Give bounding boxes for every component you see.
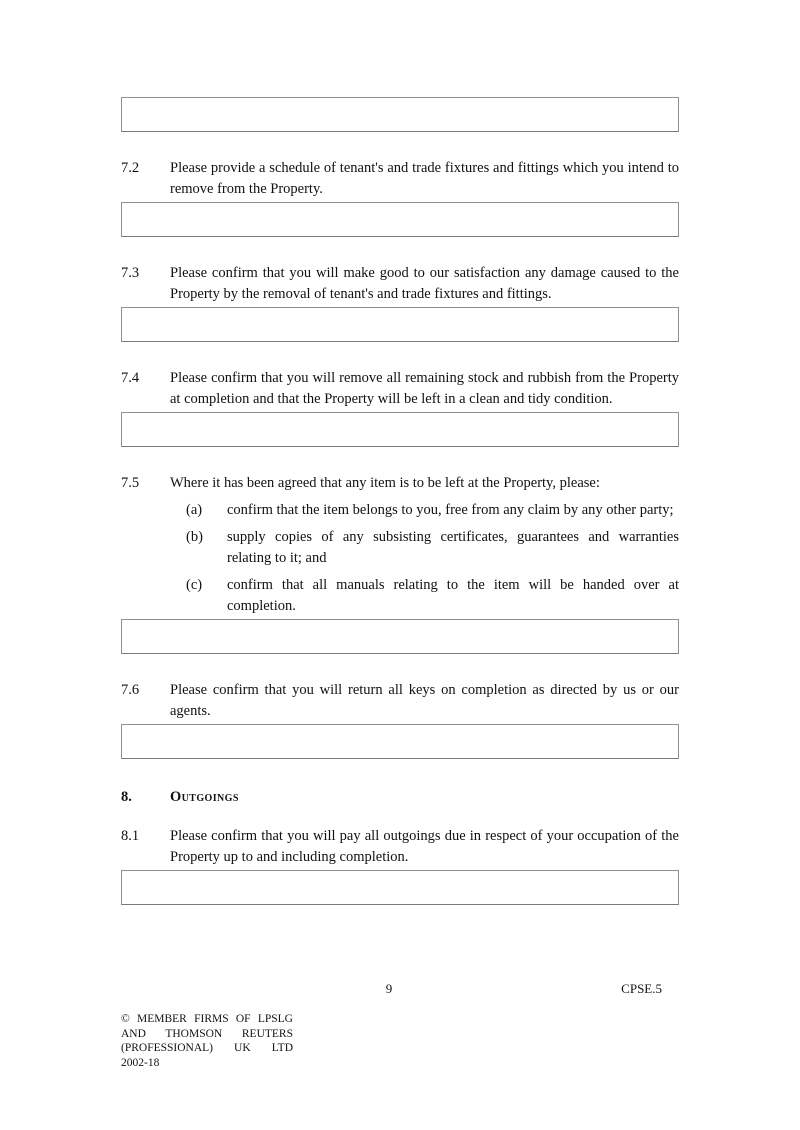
question-text: Please confirm that you will return all keys on completion as directed by us or our agents. bbox=[170, 682, 679, 719]
answer-box[interactable] bbox=[121, 412, 679, 447]
page-number: 9 bbox=[385, 981, 393, 996]
copyright-notice bbox=[121, 1012, 293, 1070]
question-text: Please confirm that you will remove all remaining stock and rubbish from the Property at completion and that the Property will be left in a clean and tidy condition. bbox=[170, 370, 679, 407]
question-number: 8.1 bbox=[121, 828, 140, 844]
question-block bbox=[121, 263, 679, 305]
question-number: 7.3 bbox=[121, 265, 140, 281]
copyright-line: 2002-18 bbox=[121, 1056, 160, 1069]
answer-box[interactable] bbox=[121, 97, 679, 132]
subitem-label: (a) bbox=[186, 502, 203, 518]
section-heading bbox=[121, 787, 679, 808]
answer-box[interactable] bbox=[121, 202, 679, 237]
answer-box[interactable] bbox=[121, 619, 679, 654]
copyright-line: AND THOMSON REUTERS bbox=[121, 1027, 293, 1040]
question-text: Please provide a schedule of tenant's and trade fixtures and fittings which you intend to remove from the Property. bbox=[170, 160, 679, 197]
question-text: Please confirm that you will make good to our satisfaction any damage caused to the Property by the removal of tenant's and trade fixtures and fittings. bbox=[170, 265, 679, 302]
copyright-line: © MEMBER FIRMS OF LPSLG bbox=[121, 1013, 293, 1025]
document-reference: CPSE.5 bbox=[621, 981, 662, 996]
copyright-line: (PROFESSIONAL) UK LTD bbox=[121, 1042, 293, 1054]
question-block bbox=[121, 680, 679, 722]
question-text: Where it has been agreed that any item is to be left at the Property, please: bbox=[170, 475, 600, 491]
subitem-text: supply copies of any subsisting certificates, guarantees and warranties relating to it; and bbox=[227, 529, 679, 566]
question-body bbox=[170, 158, 679, 200]
section-title: Outgoings bbox=[170, 789, 239, 805]
section-number: 8. bbox=[121, 789, 132, 805]
subitem-text: confirm that the item belongs to you, free from any claim by any other party; bbox=[227, 502, 674, 518]
answer-box[interactable] bbox=[121, 870, 679, 905]
question-block bbox=[121, 158, 679, 200]
question-subitem bbox=[186, 527, 679, 569]
enquiry-sections bbox=[121, 97, 679, 905]
question-body bbox=[170, 263, 679, 305]
question-subitem bbox=[186, 500, 679, 521]
question-block bbox=[121, 473, 679, 617]
question-number: 7.4 bbox=[121, 370, 140, 386]
question-number: 7.6 bbox=[121, 682, 140, 698]
subitem-text: confirm that all manuals relating to the item will be handed over at completion. bbox=[227, 577, 679, 614]
answer-box[interactable] bbox=[121, 724, 679, 759]
question-number: 7.5 bbox=[121, 475, 140, 491]
answer-box[interactable] bbox=[121, 307, 679, 342]
question-block bbox=[121, 368, 679, 410]
question-text: Please confirm that you will pay all outgoings due in respect of your occupation of the Property up to and including completion. bbox=[170, 828, 679, 865]
question-body bbox=[170, 680, 679, 722]
question-block bbox=[121, 826, 679, 868]
subitem-label: (c) bbox=[186, 577, 203, 593]
subitem-label: (b) bbox=[186, 529, 203, 545]
question-body bbox=[170, 826, 679, 868]
question-subitem bbox=[186, 575, 679, 617]
question-body bbox=[170, 368, 679, 410]
question-body bbox=[170, 473, 679, 617]
question-number: 7.2 bbox=[121, 160, 140, 176]
